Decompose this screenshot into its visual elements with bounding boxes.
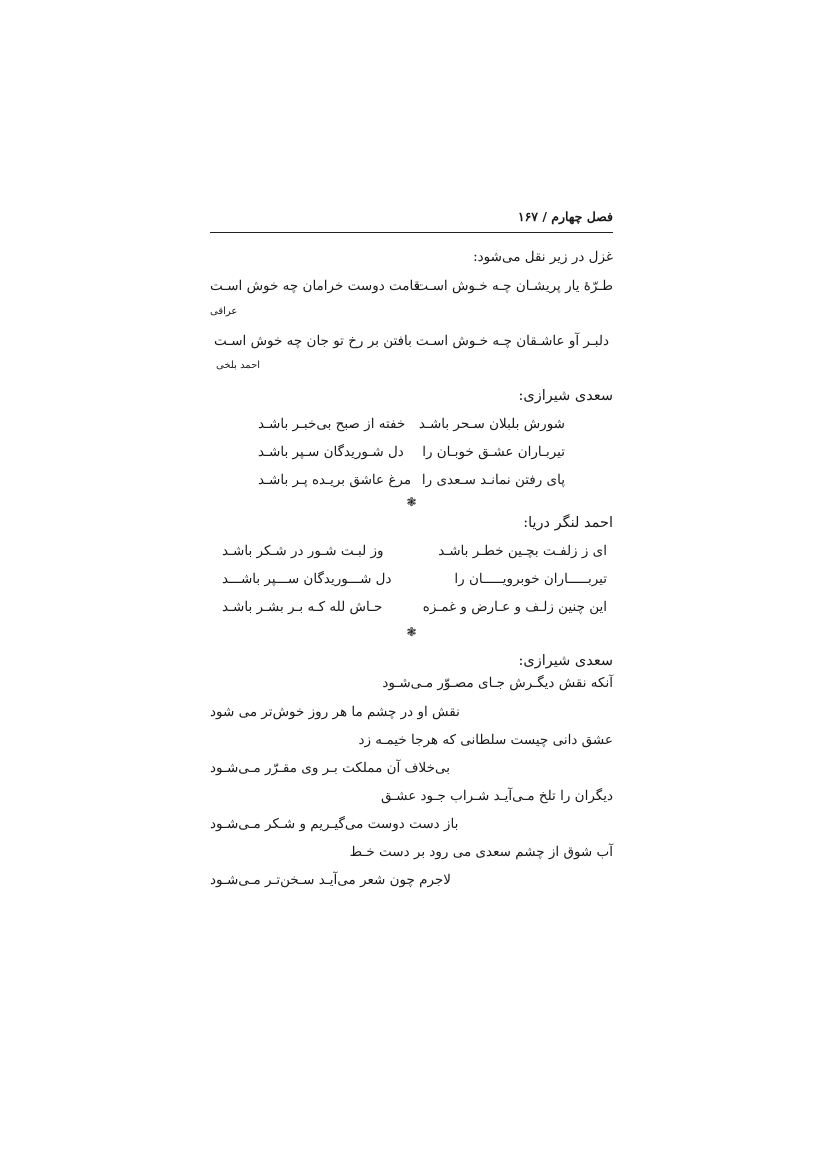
section-heading: سعدی شیرازی: [518,388,613,404]
hemistich-second: دل شـوریدگان سـپر باشـد [258,444,404,460]
hemistich-second: قامت دوست خرامان چه خوش اسـت [210,278,421,294]
chapter-page-title: فصل چهارم / ۱۶۷ [517,209,613,224]
hemistich-first: شورش بلبلان سـحر باشـد [418,416,565,432]
poet-attribution: احمد بلخی [216,360,261,371]
verse-hemistich-second: لاجرم چون شعر می‌آیـد سـخن‌تـر مـی‌شـود [210,872,451,888]
verse-hemistich-first: آنکه نقش دیگـرش جـای مصـوّر مـی‌شـود [382,675,613,691]
hemistich-second: خفته از صبح بی‌خبـر باشـد [258,416,406,432]
intro-line: غزل در زیر نقل می‌شود: [473,249,613,265]
hemistich-second: بافتن بر رخ تو جان چه خوش اسـت [214,333,412,349]
poet-attribution: عراقی [210,306,238,317]
verse-hemistich-first: عشق دانی چیست سلطانی که هرجا خیمـه زد [358,732,613,748]
verse-hemistich-first: دیگران را تلخ مـی‌آیـد شـراب جـود عشـق [380,788,613,804]
separator-ornament: ❃ [406,625,417,639]
hemistich-first: پای رفتن نمانـد سـعدی را [421,472,565,488]
verse-hemistich-first: آب شوق از چشم سعدی می رود بر دست خـط [349,844,613,860]
section-heading: احمد لنگر دریا: [523,515,613,531]
hemistich-first: دلبـر آو عاشـقان چـه خـوش اسـت [415,333,609,349]
verse-hemistich-second: باز دست دوست می‌گیـریم و شـکر مـی‌شـود [210,816,459,832]
hemistich-first: ای ز زلفـت بچـین خطـر باشـد [438,543,607,559]
hemistich-first: تیربـاران عشـق خوبـان را [422,444,565,460]
verse-hemistich-second: بی‌خلاف آن مملکت بـر وی مقـرّر مـی‌شـود [210,760,450,776]
hemistich-first: طـرّهٔ یار پریشـان چـه خـوش اسـت [415,278,613,294]
page [210,200,613,920]
hemistich-second: دل شـــوریدگان ســـپر باشـــد [222,571,392,587]
hemistich-second: وز لبـت شـور در شـکر باشـد [222,543,384,559]
hemistich-second: مرغ عاشق بریـده پـر باشـد [258,472,412,488]
hemistich-first: تیربـــــاران خوبرویـــــان را [454,571,607,587]
hemistich-first: این چنین زلـف و عـارض و غمـزه [422,599,607,615]
separator-ornament: ❃ [406,495,417,509]
verse-hemistich-second: نقش او در چشم ما هر روز خوش‌تر می شود [210,704,460,720]
section-heading: سعدی شیرازی: [518,653,613,669]
hemistich-second: حـاش لله کـه بـر بشـر باشـد [222,599,383,615]
running-header [210,206,613,233]
